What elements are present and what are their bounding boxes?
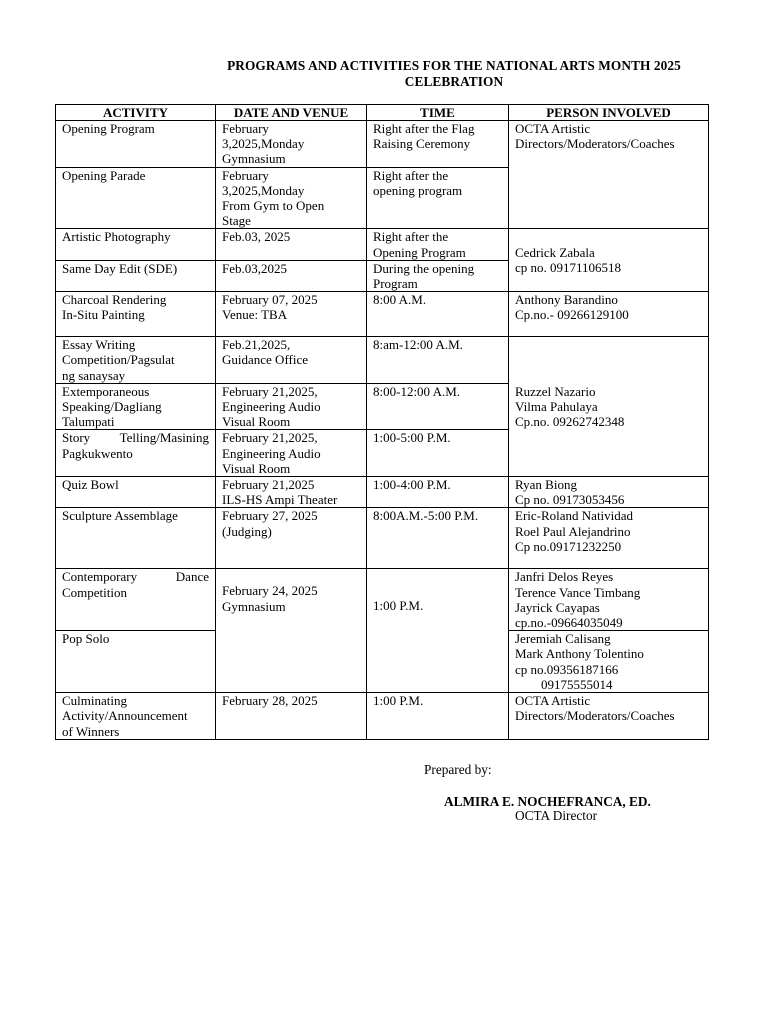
activity-cell: Story Telling/Masining Pagkukwento [56, 430, 216, 477]
date-cell: February 24, 2025 Gymnasium [216, 569, 367, 693]
time-cell: 1:00-5:00 P.M. [367, 430, 509, 477]
activities-table [55, 104, 709, 740]
time-cell: During the opening Program [367, 260, 509, 291]
time-cell: 8:am-12:00 A.M. [367, 337, 509, 384]
person-cell: Ryan Biong Cp no. 09173053456 [509, 477, 709, 508]
signatory-title: OCTA Director [515, 808, 598, 823]
person-cell: Janfri Delos Reyes Terence Vance Timbang Jayrick Cayapas cp.no.-09664035049 [509, 569, 709, 631]
date-cell: February 28, 2025 [216, 693, 367, 740]
table-row [56, 229, 709, 260]
table-header-row [56, 105, 709, 121]
activity-cell: Opening Parade [56, 167, 216, 229]
table-row [56, 121, 709, 168]
title-line-1: PROGRAMS AND ACTIVITIES FOR THE NATIONAL ARTS MONTH 2025 [227, 58, 681, 73]
activity-cell: Opening Program [56, 121, 216, 168]
title-line-2: CELEBRATION [404, 74, 504, 89]
table-row [56, 569, 709, 631]
header-time: TIME [367, 105, 509, 121]
activity-cell: Essay Writing Competition/Pagsulat ng sanaysay [56, 337, 216, 384]
person-cell: Cedrick Zabala cp no. 09171106518 [509, 229, 709, 292]
date-cell: February 07, 2025 Venue: TBA [216, 292, 367, 337]
header-date-venue: DATE AND VENUE [216, 105, 367, 121]
date-cell: February 3,2025,Monday Gymnasium [216, 121, 367, 168]
time-cell: 8:00A.M.-5:00 P.M. [367, 508, 509, 569]
prepared-by-label: Prepared by: [424, 762, 492, 777]
table-row [56, 693, 709, 740]
table-row [56, 508, 709, 569]
activity-cell: Extemporaneous Speaking/Dagliang Talumpati [56, 383, 216, 430]
time-cell: 1:00 P.M. [367, 569, 509, 693]
time-cell: 8:00-12:00 A.M. [367, 383, 509, 430]
date-cell: February 21,2025, Engineering Audio Visual Room [216, 430, 367, 477]
date-cell: February 27, 2025 (Judging) [216, 508, 367, 569]
date-cell: Feb.03, 2025 [216, 229, 367, 260]
person-cell: OCTA Artistic Directors/Moderators/Coaches [509, 693, 709, 740]
activity-cell: Sculpture Assemblage [56, 508, 216, 569]
activity-cell: Contemporary Dance Competition [56, 569, 216, 631]
activity-cell: Quiz Bowl [56, 477, 216, 508]
time-cell: Right after the opening program [367, 167, 509, 229]
activity-cell: Charcoal Rendering In-Situ Painting [56, 292, 216, 337]
activity-cell: Artistic Photography [56, 229, 216, 260]
time-cell: 8:00 A.M. [367, 292, 509, 337]
person-cell: Ruzzel Nazario Vilma Pahulaya Cp.no. 09262742348 [509, 337, 709, 477]
person-cell: OCTA Artistic Directors/Moderators/Coaches [509, 121, 709, 229]
header-activity: ACTIVITY [56, 105, 216, 121]
table-row [56, 337, 709, 384]
time-cell: Right after the Opening Program [367, 229, 509, 260]
signatory-name: ALMIRA E. NOCHEFRANCA, ED. [444, 794, 651, 809]
activity-cell: Pop Solo [56, 631, 216, 693]
table-row [56, 477, 709, 508]
date-cell: Feb.03,2025 [216, 260, 367, 291]
activity-cell: Same Day Edit (SDE) [56, 260, 216, 291]
person-cell: Anthony Barandino Cp.no.- 09266129100 [509, 292, 709, 337]
date-cell: February 21,2025, Engineering Audio Visual Room [216, 383, 367, 430]
header-person: PERSON INVOLVED [509, 105, 709, 121]
time-cell: 1:00-4:00 P.M. [367, 477, 509, 508]
date-cell: February 21,2025 ILS-HS Ampi Theater [216, 477, 367, 508]
activity-cell: Culminating Activity/Announcement of Winners [56, 693, 216, 740]
date-cell: February 3,2025,Monday From Gym to Open Stage [216, 167, 367, 229]
document-title [130, 58, 768, 90]
person-cell: Jeremiah Calisang Mark Anthony Tolentino cp no.09356187166 09175555014 [509, 631, 709, 693]
person-cell: Eric-Roland Natividad Roel Paul Alejandrino Cp no.09171232250 [509, 508, 709, 569]
time-cell: 1:00 P.M. [367, 693, 509, 740]
time-cell: Right after the Flag Raising Ceremony [367, 121, 509, 168]
date-cell: Feb.21,2025, Guidance Office [216, 337, 367, 384]
table-row [56, 292, 709, 337]
